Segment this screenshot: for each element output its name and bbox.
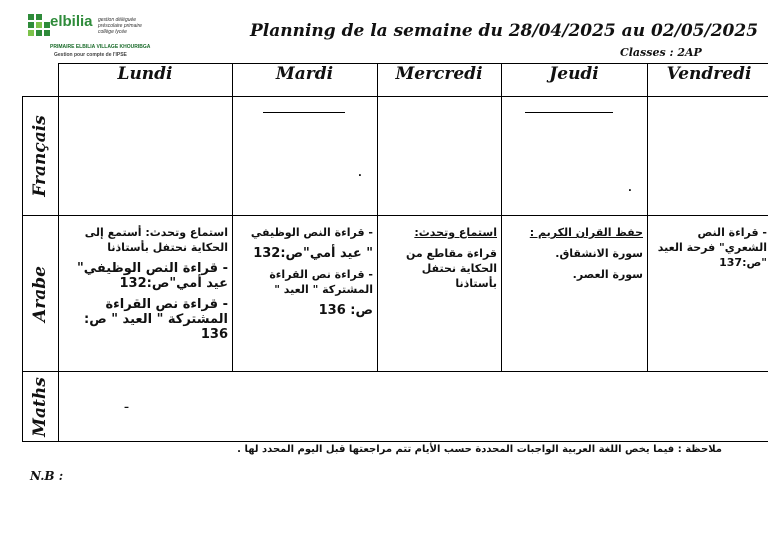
nb-label: N.B : [30, 469, 64, 483]
class-label: Classes : 2AP [620, 46, 702, 59]
arabe-mardi-item: - قراءة النص الوظيفي [250, 226, 373, 239]
table-rule [22, 215, 768, 216]
maths-lundi-dash: – [124, 402, 129, 413]
day-header-mercredi: Mercredi [395, 64, 483, 84]
table-rule [232, 63, 233, 372]
logo-name: elbilia [50, 13, 93, 30]
arabe-lundi-item: - قراءة النص الوظيفي" عيد أمي"ص:132 [76, 261, 228, 291]
arabe-mardi-item: " عيد أمي"ص:132 [253, 246, 373, 261]
arabe-mardi-item: ص: 136 [318, 303, 373, 318]
logo-school: PRIMAIRE ELBILIA VILLAGE KHOURIBGA [50, 44, 151, 50]
arabe-vendredi-cell [651, 225, 767, 276]
school-logo [28, 13, 151, 60]
arabe-mardi-item: - قراءة نص القراءة المشتركة " العيد " [269, 268, 373, 296]
arabe-jeudi-item: سورة الانشقاق. [555, 247, 643, 260]
subject-arabe: Arabe [30, 265, 50, 322]
table-rule [647, 63, 648, 372]
day-header-lundi: Lundi [117, 64, 173, 84]
arabe-jeudi-heading: حفظ القران الكريم : [529, 226, 643, 239]
table-rule [22, 371, 768, 372]
subject-francais: Français [30, 115, 50, 197]
logo-gestion: Gestion pour compte de l'IPSE [54, 52, 127, 58]
francais-jeudi-underline [525, 112, 613, 113]
arabe-lundi-item: - قراءة نص القراءة المشتركة " العيد " ص: 136 [84, 297, 228, 342]
arabe-lundi-cell [64, 225, 228, 348]
arabe-mercredi-heading: استماع وتحدث: [414, 226, 497, 239]
logo-tagline: gestion déléguée préscolaire primaire collège lycée [98, 17, 142, 35]
francais-mardi-underline [263, 112, 345, 113]
table-border-bottom [22, 441, 768, 442]
arabe-vendredi-item: - قراءة النص الشعري" فرحة العيد "ص:137 [657, 226, 767, 269]
footer-note: ملاحظة : فيما يخص اللغة العربية الواجبات المحددة حسب الأيام تتم مراجعتها قبل اليوم المحدد لها . [237, 444, 722, 455]
table-rule [377, 63, 378, 372]
arabe-jeudi-cell [506, 225, 643, 288]
logo-mark-icon [28, 14, 50, 36]
francais-jeudi-dot: . [628, 183, 632, 194]
table-rule [501, 63, 502, 372]
francais-mardi-dot: . [358, 168, 362, 179]
arabe-lundi-item: استماع وتحدث: أستمع إلى الحكاية نحتفل بأستاذنا [84, 226, 228, 254]
page-title: Planning de la semaine du 28/04/2025 au 02/05/2025 [250, 21, 759, 41]
arabe-mercredi-cell [382, 225, 497, 297]
day-header-jeudi: Jeudi [549, 64, 599, 84]
day-header-vendredi: Vendredi [666, 64, 752, 84]
subject-maths: Maths [30, 376, 50, 437]
day-header-mardi: Mardi [275, 64, 334, 84]
arabe-mercredi-item: قراءة مقاطع من الحكاية نحتفل بأستاذنا [405, 247, 497, 290]
table-rule [58, 63, 59, 442]
arabe-jeudi-item: سورة العصر. [572, 268, 643, 281]
arabe-mardi-cell [238, 225, 373, 324]
table-rule [22, 96, 768, 97]
